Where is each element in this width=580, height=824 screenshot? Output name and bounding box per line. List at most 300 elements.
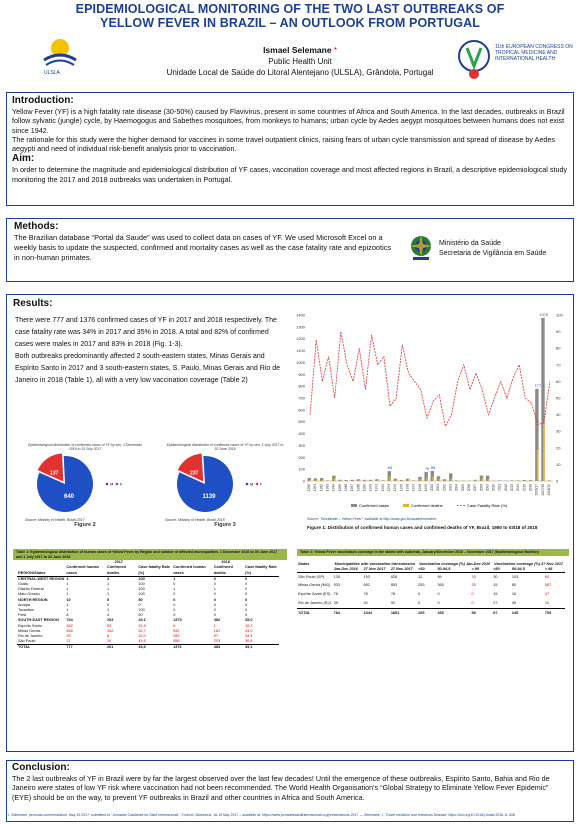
table-cell: 78 (390, 592, 396, 597)
table-cell: 50 (138, 597, 143, 602)
chart-x-tick: 1993 (387, 484, 392, 492)
ulsla-logo (40, 34, 80, 70)
pie1-legend-f-swatch (116, 483, 119, 486)
congress-text: 11th EUROPEAN CONGRESS ON TROPICAL MEDICINE AND INTERNATIONAL HEALTH (495, 44, 573, 62)
chart-x-tick: 2012 (503, 484, 508, 492)
table-cell: 1044 (363, 610, 372, 615)
author-name: Ismael Selemane (263, 45, 332, 55)
table-cell: 0 (213, 613, 216, 618)
table-cell: 97 (213, 634, 219, 639)
author-mark: * (333, 46, 337, 55)
chart-bar-deaths (420, 479, 422, 481)
table-cell: 532 (173, 628, 180, 633)
chart-bar-deaths (475, 480, 477, 481)
table-cell: 60 (544, 574, 550, 579)
table-cell: 777 (66, 645, 73, 650)
table-cell: Tocantins (18, 608, 35, 613)
pie1-legend-m-swatch (106, 483, 109, 486)
table-cell: 181 (213, 628, 221, 633)
pie1-source: Source: Ministry of Health, Brazil 2017 (25, 518, 85, 522)
chart-bar-deaths (359, 480, 361, 481)
table-cell: 78 (333, 592, 338, 597)
table-cell: 1 (213, 587, 216, 592)
table-cell: SOUTH-EAST REGION (18, 618, 59, 623)
chart-x-tick: 1998 (417, 484, 422, 492)
pie-chart-2018 (165, 443, 285, 528)
chart-right-tick: 40 (556, 412, 561, 418)
table-cell: 100 (138, 582, 145, 586)
table-cell: Rio de Janeiro (RJ) (298, 601, 331, 606)
chart-bar-deaths (322, 480, 324, 481)
author-block (150, 45, 450, 78)
introduction-paragraph-1: Yellow Fever (YF) is a high fatality rate disease (30-50%) caused by Flavivirus, present in some countries of Africa and South America. In the last decades, outbreaks in Brazil follow sylvatic (jungle) cycle, by Haemogogus and Sabethes mosquitoes, from monkeys to humans; urban cycle by Aedes aegypt mosquitoes between humans does not exist since 1942. (12, 107, 565, 135)
table-cell: 0 (418, 601, 421, 606)
table-1-col-header: Case fatality Rate (%) (245, 565, 277, 575)
table-cell: 6 (173, 623, 176, 628)
table-cell: 33 (471, 574, 476, 579)
table-cell: 0 (245, 587, 248, 592)
chart-right-tick: 60 (556, 378, 561, 384)
table-cell: 100 (138, 608, 145, 613)
figure-3-caption: Figure 3 (214, 522, 236, 528)
table-cell: 764 (66, 618, 73, 623)
table-cell: 193 (363, 574, 370, 579)
footnote: * I. Selemane, personal communication, May 15 2017; submitted to "Jornadas Catalanes de Salut Internacional", 9 edició, Barcelona, 16-19 May 2017 – available at: https://www.jornadessalutinternacional.org/presentations-2017 — Selemane, I., Travel medicine and Infectious Disease, https://doi.org/10.1016/j.tmaid.2018.11.008 (6, 813, 515, 817)
table-1-title: Table 1: Epidemiological distribution of human cases of Yellow Fever by Region and number of affected municipalities, 1 December 2016 to 30 June 2017 and 1 July 2017 to 30 June 2018 (13, 549, 287, 560)
ministry-label (439, 239, 546, 259)
legend-deaths: Confirmed deaths (411, 503, 443, 508)
table-cell: 335 (437, 610, 444, 615)
table-cell: 34,0 (245, 628, 253, 633)
table-cell: 35,0 (245, 618, 253, 623)
chart-left-tick: 700 (298, 395, 305, 401)
table-cell: 482 (213, 618, 221, 623)
table-cell: 556 (173, 639, 180, 644)
chart-right-tick: 30 (556, 428, 561, 434)
table-cell: 0 (471, 592, 474, 597)
table-2-subheader: <50 (418, 566, 425, 571)
chart-x-tick: 2013 (510, 484, 515, 492)
pie2-svg (165, 451, 285, 517)
chart-right-tick: 80 (556, 345, 561, 351)
table-1-col-header: Case fatality Rate (%) (138, 565, 171, 575)
chart-x-tick: 2009 (485, 484, 490, 492)
table-2-subheader: 50-94,5 (511, 566, 525, 571)
table-cell: 0 (213, 608, 216, 613)
pie2-legend-m-swatch (246, 483, 249, 486)
table-cell: 253 (107, 618, 114, 623)
chart-bar-deaths (315, 480, 317, 481)
table-cell: 0 (245, 608, 248, 613)
chart-x-tick: 1992 (380, 484, 385, 492)
table-cell: 1 (173, 576, 176, 581)
table-cell: 4 (107, 613, 110, 618)
chart-left-tick: 1100 (296, 348, 305, 354)
table-1-header-row (17, 565, 279, 576)
introduction-paragraph-2: The rationale for this study were the higher demand for vaccines in some travel outpatient clinics, raising fears of urban cycle transmission and spread of disease by Aedes aegypti and need of individual risk-benefit analysis prior to vaccination. (12, 134, 555, 154)
pie-chart-2017 (25, 443, 145, 528)
chart-x-tick: 1985 (337, 484, 342, 492)
title-line-2: YELLOW FEVER IN BRAZIL – AN OUTLOOK FROM PORTUGAL (100, 16, 480, 30)
pie1-label-f: 137 (50, 470, 59, 477)
chart-bar-deaths (389, 476, 391, 481)
table-cell: 0 (173, 602, 176, 607)
table-cell: 1 (66, 602, 69, 607)
chart-right-tick: 10 (556, 461, 561, 467)
table-cell: 34,4 (245, 634, 253, 639)
pie1-title: Epidemiological distribution of confirmed cases of YF by sex, 1 December 2016 to 31 July 2017 (27, 443, 143, 451)
table-cell: 265 (437, 583, 444, 588)
table-cell: São Paulo (SP) (298, 574, 325, 579)
table-cell: 0 (173, 582, 176, 586)
chart-right-tick: 100 (556, 312, 563, 318)
table-cell: 1851 (390, 610, 400, 615)
table-row (297, 573, 565, 582)
table-cell: 1 (66, 582, 69, 586)
pie1-legend-f: F (120, 481, 123, 487)
table-cell: 78 (363, 592, 368, 597)
table-1-year-2018: 2018 (221, 560, 230, 565)
table-cell: 12 (418, 574, 423, 579)
chart-x-tick: 2017/18 (540, 484, 545, 496)
table-cell: 0 (471, 601, 474, 606)
table-cell: 100 (138, 592, 145, 597)
table-cell: 16,7 (245, 623, 253, 628)
chart-bar-deaths (537, 450, 539, 481)
chart-x-tick: 2001 (436, 484, 441, 492)
table-2-subheader: > 95 (471, 566, 479, 571)
table-cell: 0 (213, 576, 216, 581)
chart-left-tick: 1000 (296, 359, 305, 365)
pie2-label-f: 237 (190, 470, 199, 477)
table-cell: 0 (437, 601, 440, 606)
pie1-svg (25, 451, 145, 517)
table-1-col-header: Confirmed deaths (213, 565, 233, 575)
table-2-subheader: 27 Nov 2017 (390, 566, 413, 571)
table-cell: 784 (333, 610, 340, 615)
chart-bar-deaths (334, 478, 336, 481)
title-line-1: EPIDEMIOLOGICAL MONITORING OF THE TWO LAST OUTBREAKS OF (75, 2, 505, 16)
chart-left-tick: 100 (298, 466, 305, 472)
table-cell: 0 (437, 592, 440, 597)
table-cell: 0 (245, 576, 248, 581)
table-row (297, 582, 565, 591)
table-1-col-header: Confirmed human cases (66, 565, 99, 575)
table-1-col-header: REGION/States (18, 570, 46, 575)
table-cell: 0 (245, 592, 248, 597)
chart-x-tick: 2018/19 (546, 484, 551, 496)
methods-heading: Methods: (14, 221, 59, 232)
chart-x-tick: 1999 (423, 484, 428, 492)
results-section (6, 294, 574, 752)
chart-x-tick: 1984 (331, 484, 336, 492)
chart-x-tick: 2016 (528, 484, 533, 492)
table-cell: 483 (213, 645, 221, 650)
legend-cases-swatch (351, 504, 357, 507)
table-cell: 32,0 (138, 634, 146, 639)
chart-x-tick: 2014 (516, 484, 521, 492)
chart-x-tick: 2011 (497, 484, 502, 491)
pie1-legend-m: M (110, 481, 114, 487)
chart-bar-deaths (346, 480, 348, 481)
chart-x-tick: 2007 (473, 484, 478, 492)
table-cell: Mato Grosso (18, 592, 40, 597)
table-cell: 33.1 (138, 618, 146, 623)
chart-x-tick: 1994 (393, 484, 398, 492)
table-cell: 31,9 (138, 623, 146, 628)
pie2-legend-m: M (250, 481, 254, 487)
chart-bar-deaths (482, 478, 484, 481)
table-cell: 261 (107, 645, 114, 650)
chart-bar-deaths (488, 479, 490, 481)
chart-right-tick: 90 (556, 329, 561, 335)
table-cell: 248 (511, 610, 519, 615)
table-cell: 87 (493, 610, 498, 615)
table-cell: Rio de Janeiro (18, 634, 43, 639)
chart-bar-deaths (426, 478, 428, 481)
figure-2-caption: Figure 2 (74, 522, 96, 528)
congress-logo (455, 38, 575, 82)
table-cell: 1 (66, 587, 69, 592)
chart-right-tick: 20 (556, 445, 561, 451)
introduction-section (6, 92, 574, 206)
chart-x-tick: 1997 (411, 484, 416, 492)
chart-x-tick: 1982 (319, 484, 324, 492)
chart-source: Source: "Worldwide – Yellow Fever", available at http://www.gov.br/saude/ministerio (307, 517, 437, 521)
table-cell: 853 (390, 583, 398, 588)
table-cell: 47 (544, 592, 550, 597)
chart-x-tick: 1980 (307, 484, 312, 492)
pie1-label-m: 640 (63, 494, 75, 500)
chart-bar-label: 1376 (539, 311, 549, 317)
table-cell: 0 (213, 602, 216, 607)
ministry-line-1: Ministério da Saúde (439, 240, 501, 247)
table-cell: 5 (107, 597, 110, 602)
table-1-col-header: Confirmed human cases (173, 565, 206, 575)
table-cell: 8 (66, 613, 69, 618)
ministry-line-2: Secretaria de Vigilância em Saúde (439, 250, 547, 257)
chart-left-tick: 300 (298, 442, 305, 448)
table-cell: 36,6 (245, 639, 253, 644)
chart-left-tick: 1400 (296, 312, 305, 318)
table-cell: 100 (138, 576, 145, 581)
pie2-title: Epidemiological distribution of confirmed cases of YF by sex, 1 July 2017 to 30 June 2018 (166, 443, 284, 451)
table-cell: 0 (245, 602, 248, 607)
table-cell: 1 (66, 592, 69, 597)
chart-bar-deaths (451, 478, 453, 481)
yf-cases-chart (291, 305, 569, 515)
chart-bar-deaths (395, 480, 397, 481)
chart-bar-label: 777 (534, 382, 541, 388)
chart-x-tick: 2005 (460, 484, 465, 492)
chart-x-tick: 1988 (356, 484, 361, 492)
chart-bar-deaths (365, 480, 367, 481)
table-2-subheader: > 95 (544, 566, 553, 571)
table-cell: 100 (138, 587, 145, 592)
results-paragraph-2: Both outbreaks predominantly affected 2 south-eastern states, Minas Gerais and Espírito Santo in 2017 and 3 south-eastern states, S. Paulo, Minas Gerais and Rio de Janeiro in 2018 (Table 1), all with a very low vaccination coverage (Table 2) (15, 353, 280, 385)
table-cell: 92 (390, 601, 396, 606)
chart-bar-deaths (371, 480, 373, 481)
chart-line-cfr (310, 332, 550, 427)
table-cell: São Paulo (18, 639, 36, 644)
table-cell: Distrito Federal (18, 587, 44, 592)
table-cell: 0 (245, 582, 248, 586)
table-cell: 0 (138, 602, 141, 607)
chart-bar-label: 76 (424, 465, 430, 471)
methods-text: The Brazilian database “Portal da Saude” was used to collect data on cases of YF. We used Microsoft Excel on a weekly basis to update the suspected, confirmed and mortality cases as well as the case fatality rate and epizootics in non-human primates. (14, 233, 392, 262)
table-cell: 152 (107, 628, 114, 633)
results-heading: Results: (13, 298, 53, 309)
table-cell: 16 (544, 601, 550, 606)
table-cell: 33,6 (138, 645, 146, 650)
ulsla-logo-text: ULSLA (44, 70, 60, 76)
chart-x-tick: 2000 (430, 484, 435, 492)
chart-x-tick: 2010 (491, 484, 496, 492)
table-cell: 0 (213, 582, 216, 586)
chart-left-tick: 0 (302, 478, 305, 484)
table-2-col-municipalities: Municipalities with vaccination transmission (334, 561, 416, 566)
methods-section (6, 218, 574, 282)
table-2-grid (297, 562, 565, 618)
table-cell: 27 (493, 601, 498, 606)
table-2-col-states: States (298, 561, 310, 566)
introduction-heading: Introduction: (12, 95, 74, 106)
pie2-legend-f-swatch (256, 483, 259, 486)
table-cell: Amapá (18, 602, 31, 607)
table-cell: 265 (418, 610, 425, 615)
chart-x-tick: 1995 (399, 484, 404, 492)
table-cell: TOTAL (298, 610, 311, 615)
conclusion-heading: Conclusion: (12, 762, 70, 773)
table-cell: 1 (107, 592, 110, 597)
legend-cfr: Case Fatality Rate (%) (467, 503, 508, 508)
table-cell: 25 (471, 583, 476, 588)
legend-cases: Confirmed cases (359, 503, 390, 508)
table-cell: 3 (66, 576, 69, 581)
chart-bar-deaths (340, 480, 342, 481)
chart-right-tick: 0 (556, 478, 559, 484)
aim-paragraph: In order to determine the magnitude and epidemiological distribution of YF cases, vaccination coverage and most affected regions in Brazil, a descriptive epidemiological study monitoring the 2017 and 2018 outbreaks was undertaken in Portugal. (12, 165, 568, 184)
table-cell: 10 (66, 597, 71, 602)
chart-left-tick: 1300 (296, 324, 305, 330)
table-cell: 283 (173, 634, 180, 639)
table-cell: 16 (511, 592, 517, 597)
results-paragraph-1: There were 777 and 1376 confirmed cases of YF in 2017 and 2018 respectively. The case fatality rate was 34% in 2017 and 35% in 2018. A total and 82% of confirmed cases were males in 2017 and 83% in 2018 (Fig. 1-3). (15, 317, 277, 349)
table-cell: 465 (66, 628, 73, 633)
table-cell: Pará (18, 613, 27, 618)
table-1-grid (17, 560, 279, 650)
chart-bar-deaths (408, 479, 410, 481)
chart-left-tick: 500 (298, 419, 305, 425)
chart-left-tick: 600 (298, 407, 305, 413)
chart-left-tick: 1200 (296, 336, 305, 342)
table-cell: 25 (66, 634, 71, 639)
chart-x-tick: 1989 (362, 484, 367, 492)
chart-x-tick: 1987 (350, 484, 355, 492)
chart-left-tick: 900 (298, 371, 305, 377)
chart-bar-label: 85 (430, 464, 436, 470)
table-cell: 1 (66, 608, 69, 613)
chart-x-tick: 1983 (325, 484, 330, 492)
chart-bar-deaths (377, 480, 379, 481)
table-row (297, 600, 565, 609)
table-cell: 0 (213, 592, 216, 597)
table-cell: Minas Gerais (MG) (298, 583, 331, 588)
table-cell: 15 (493, 592, 498, 597)
aim-heading: Aim: (12, 153, 35, 165)
author-institution: Unidade Local de Saúde do Litoral Alentejano (ULSLA), Grândola, Portugal (166, 68, 434, 77)
table-cell: 103 (511, 574, 519, 579)
congress-emblem-icon (455, 38, 493, 82)
table-cell: 58 (471, 610, 476, 615)
table-cell: 682 (363, 583, 370, 588)
table-cell: 0 (107, 602, 110, 607)
table-2-subheader: 27 Nov 2017 (363, 566, 386, 571)
table-cell: 1376 (173, 645, 182, 650)
chart-x-tick: 2004 (454, 484, 459, 492)
table-cell: Espírito Santo (18, 623, 42, 628)
table-cell: 0 (173, 613, 176, 618)
author-unit: Public Health Unit (268, 57, 332, 66)
table-cell: 0 (173, 592, 176, 597)
chart-x-tick: 2015 (522, 484, 527, 492)
table-cell: 1 (213, 623, 216, 628)
table-2-subheader: 50-94,5 (437, 566, 451, 571)
chart-bar-deaths (445, 480, 447, 481)
table-cell: 262 (66, 623, 73, 628)
table-cell: 203 (213, 639, 221, 644)
table-2-subtitle: (Epidemiological Bulletin) (494, 550, 539, 554)
figure-1-caption: Figure 1: Distribution of confirmed human cases and confirmed deaths of YF, Brazil, 1980 to 03/18 of 2018 (307, 525, 538, 530)
table-2-subheader: <50 (493, 566, 500, 571)
table-2-col-vc-2016: Vaccination coverage (%) Jan-Dec 2016 (419, 561, 491, 566)
chart-left-tick: 400 (298, 431, 305, 437)
chart-x-tick: 2006 (466, 484, 471, 492)
table-cell: TOTAL (18, 645, 31, 650)
table-cell: 3 (107, 576, 110, 581)
table-cell: NORTH REGION (18, 597, 48, 602)
chart-x-tick: 1986 (343, 484, 348, 492)
table-cell: 10 (107, 639, 112, 644)
chart-bar-label: 83 (387, 465, 393, 471)
table-cell: 35 (333, 601, 338, 606)
table-cell: 533 (333, 583, 340, 588)
table-cell: 709 (544, 610, 552, 615)
chart-x-tick: 2003 (448, 484, 453, 492)
table-2-title (297, 549, 569, 556)
table-cell: 1 (107, 608, 110, 613)
table-cell: 92 (363, 601, 368, 606)
poster-title (0, 2, 580, 30)
chart-x-tick: 1990 (368, 484, 373, 492)
table-row (297, 609, 565, 618)
table-cell: 1 (107, 582, 110, 586)
chart-left-tick: 800 (298, 383, 305, 389)
chart-right-tick: 50 (556, 395, 561, 401)
table-2-col-vc-2017: Vaccination coverage (%) 27 Nov 2017 (494, 561, 564, 566)
table-cell: 253 (418, 583, 425, 588)
table-cell: 0 (418, 592, 421, 597)
table-cell: Minas Gerais (18, 628, 41, 633)
chart-left-tick: 200 (298, 454, 305, 460)
table-cell: 30 (493, 574, 498, 579)
chart-bar-deaths (543, 424, 545, 481)
chart-bar-deaths (402, 480, 404, 481)
table-row (17, 645, 279, 651)
results-text (15, 315, 285, 388)
table-cell: 1375 (173, 618, 182, 623)
brazil-coat-of-arms-icon (407, 233, 435, 263)
